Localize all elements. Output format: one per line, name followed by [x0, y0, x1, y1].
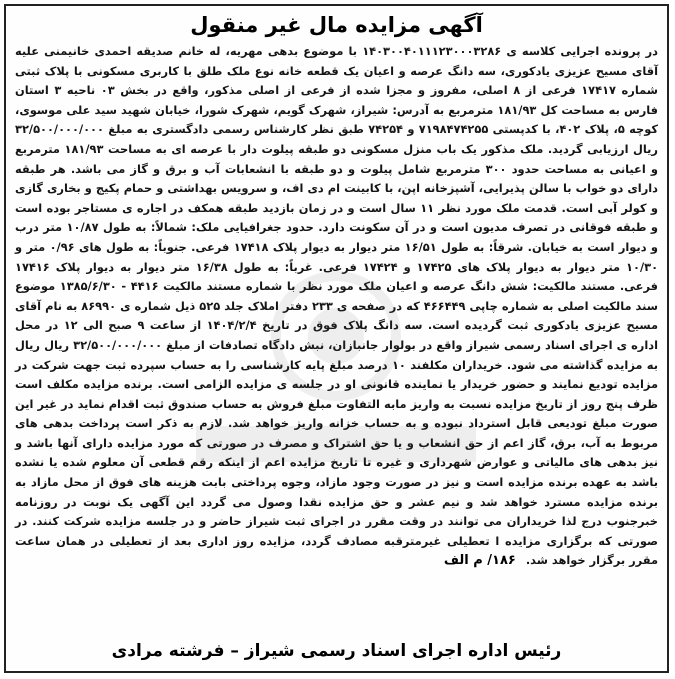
notice-body [6, 42, 667, 571]
signature-line: رئیس اداره اجرای اسناد رسمی شیراز – فرشته مرادی [111, 641, 562, 661]
auction-notice [4, 4, 669, 673]
notice-title: آگهی مزایده مال غیر منقول [190, 13, 483, 37]
reference-code: ۱۸۶/ م الف [443, 553, 516, 569]
notice-body-text: در پرونده اجرایی کلاسه ی ۱۴۰۳۰۰۴۰۱۱۱۲۳۰۰۰۳۲۸۶ با موضوع بدهی مهریه، له خانم صدیقه احمدی خانیمنی علیه آقای مسیح عزیزی یادکوری، سه دانگ عرصه و اعیان یک قطعه خانه نوع ملک طلق با کاربری مسکونی با پلاک ثبتی شماره ۱۷۴۱۷ فرعی از ۸ اصلی، مفروز و مجزا شده از فرعی از اصلی مذکور، واقع در بخش ۰۳ ناحیه ۳ استان فارس به مساحت کل ۱۸۱/۹۳ مترمربع به آدرس: شیراز، شهرک گویم، شهرک شورا، خیابان شهید سید علی موسوی، کوچه ۵، پلاک ۴۰۲، با کدپستی ۷۱۹۸۴۷۴۲۵۵ و ۷۴۲۵۴ طبق نظر کارشناس رسمی دادگستری به مبلغ ۳۲/۵۰۰/۰۰۰/۰۰۰ ریال ارزیابی گردید. ملک مذکور یک باب منزل مسکونی دو طبقه پیلوت دار با عرصه ای به مساحت ۱۸۱/۹۳ مترمربع و اعیانی به مساحت حدود ۳۰۰ مترمربع شامل پیلوت و دو طبقه با انشعابات آب و برق و گاز می باشد. هر طبقه دارای دو خواب با سالن پذیرایی، آشپزخانه اپن، با کابینت ام دی اف، و سرویس بهداشتی و حمام پکیج و بخاری گازی و کولر آبی است. قدمت ملک مورد نظر ۱۱ سال است و در زمان بازدید طبقه همکف در اجاره ی مستاجر بوده است و طبقه فوقانی در تصرف مدیون است و در آن سکونت دارد. حدود جغرافیایی ملک: شمالاً: به طول ۱۰/۸۷ متر درب و دیوار است به خیابان. شرقاً: به طول ۱۶/۵۱ متر دیوار به دیوار پلاک ۱۷۴۱۸ فرعی. جنوباً: به طول های ۰/۹۶ متر و ۱۰/۳۰ متر دیوار به دیوار پلاک های ۱۷۴۲۵ و ۱۷۴۲۴ فرعی. غرباً: به طول ۱۶/۳۸ متر دیوار به دیوار پلاک ۱۷۴۱۶ فرعی. مستند مالکیت: شش دانگ عرصه و اعیان ملک مورد نظر با شماره مستند مالکیت ۴۴۱۶ - ۱۳۸۵/۶/۳۰ موضوع سند مالکیت اصلی به شماره چاپی ۴۶۶۴۴۹ که در صفحه ی ۲۳۳ دفتر املاک جلد ۵۲۵ ذیل شماره ی ۸۶۹۹۰ به نام آقای مسیح عزیزی یادکوری ثبت گردیده است. سه دانگ پلاک فوق در تاریخ ۱۴۰۴/۲/۴ از ساعت ۹ صبح الی ۱۲ در محل اداره ی اجرای اسناد رسمی شیراز واقع در بولوار جانبازان، نبش دادگاه تصادفات از مبلغ ۳۲/۵۰۰/۰۰۰/۰۰۰ ریال ریال به مزایده گذاشته می شود. خریداران مکلفند ۱۰ درصد مبلغ پایه کارشناسی را به حساب سپرده ثبت جهت شرکت در مزایده تودیع نمایند و حضور خریدار یا نماینده قانونی او در جلسه ی مزایده الزامی است. برنده مزایده مکلف است ظرف پنج روز از تاریخ مزایده نسبت به واریز مابه التفاوت مبلغ فروش به حساب صندوق ثبت اقدام نماید در غیر این صورت مبلغ تودیعی قابل استرداد نبوده و به حساب خزانه واریز خواهد شد. لازم به ذکر است پرداخت بدهی های مربوط به آب، برق، گاز اعم از حق انشعاب و یا حق اشتراک و مصرف در صورتی که مورد مزایده دارای آنها باشد و نیز بدهی های مالیاتی و عوارض شهرداری و غیره تا تاریخ مزایده اعم از اینکه رقم قطعی آن معلوم شده یا نشده باشد به عهده برنده مزایده است و نیز در صورت وجود مازاد، وجوه پرداختی بابت هزینه های فوق از محل مازاد به برنده مزایده مسترد خواهد شد و نیم عشر و حق مزایده نقدا وصول می گردد این آگهی یک نوبت در روزنامه خبرجنوب درج لذا خریداران می توانند در وقت مقرر در اجرای ثبت شیراز حاضر و در جلسه مزایده شرکت کنند. در صورتی که برگزاری مزایده ا تعطیلی غیرمترقبه مصادف گردد، مزایده روز اداری بعد از تعطیلی در همان ساعت مقرر برگزار خواهد شد. [15, 44, 659, 568]
